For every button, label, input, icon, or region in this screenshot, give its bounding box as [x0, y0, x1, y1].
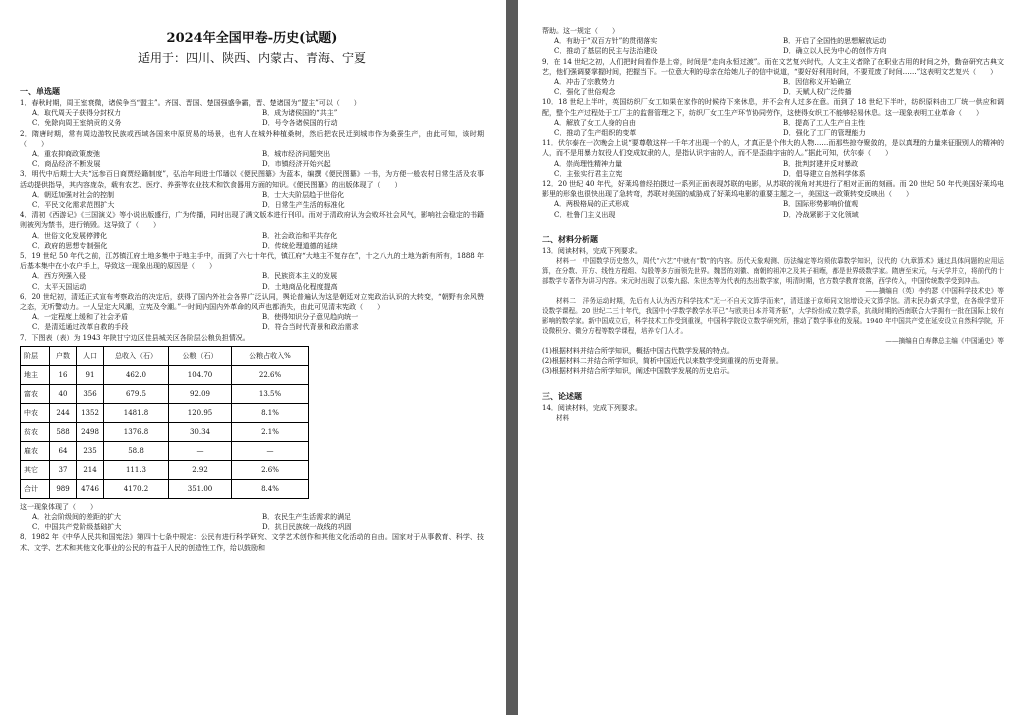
- option-b: B．国际形势影响价值观: [783, 200, 859, 209]
- option-b: B．城市经济问题突出: [262, 150, 331, 159]
- option-d: D．土地商品化程度提高: [262, 282, 338, 291]
- option-d: D．号令各诸侯国的行动: [262, 119, 338, 128]
- table-cell: 91: [77, 365, 104, 384]
- section-heading-single-choice: 一、单选题: [20, 86, 60, 96]
- option-c: C．免除向周王室纳贡的义务: [32, 119, 122, 128]
- table-row: [21, 365, 309, 384]
- question-6: [20, 292, 484, 333]
- question-stem: 5．19 世纪 50 年代之前，江苏镇江府土地多集中于地主手中，而到了六七十年代，镇江府“大地主不复存在”，十之八九的土地为新有所有，1888 年后基本集中在小农户手上，导致这一现象出现的原因是（ ）: [20, 252, 484, 271]
- table-cell: 989: [50, 479, 77, 498]
- table-header-cell: 户数: [50, 346, 77, 365]
- table-row: [21, 479, 309, 498]
- table-header-cell: 总收入（石）: [104, 346, 169, 365]
- option-a: A．崇尚理性精神力量: [554, 159, 623, 168]
- question-stem: 3．明代中后期士大夫“远参百日商贾经籍制度”，弘治年间进士邝璠以《便民图纂》为蓝本，编撰《便民图纂》一书，为方便一般农村日常生活及农事活动提供指导，其内容庞杂，载有农艺、医疗、养蚕等农业技术和饮食器用方面的知识。《便民图纂》的出版体现了（ ）: [20, 170, 484, 189]
- table-cell: 合计: [21, 479, 50, 498]
- question-7: [20, 333, 484, 533]
- table-row: [21, 441, 309, 460]
- table-cell: 64: [50, 441, 77, 460]
- question-stem: 11．伏尔泰在一次晚会上说“要尊敬这样一千年才出现一个的人，才真正是个伟大的人物……而那些掠夺聚敛的，是以真理的力量来征服别人的精神的人，而不是用暴力奴役人们变成奴隶的人，是指认识宇宙的人，而不是歪曲宇宙的人。”据此可知，伏尔泰（ ）: [542, 139, 1004, 158]
- option-a: A．西方列强入侵: [32, 272, 87, 281]
- option-a: A．有助于“双百方针”的贯彻落实: [554, 37, 658, 46]
- option-b: B．社会政治和平共存化: [262, 231, 338, 240]
- table-cell: 1481.8: [104, 403, 169, 422]
- table-cell: —: [169, 441, 232, 460]
- table-header-cell: 阶层: [21, 346, 50, 365]
- table-cell: 58.8: [104, 441, 169, 460]
- table-cell: 8.1%: [232, 403, 309, 422]
- table-cell: 351.00: [169, 479, 232, 498]
- option-d: D．确立以人民为中心的创作方向: [783, 47, 887, 56]
- table-cell: 40: [50, 384, 77, 403]
- option-c: C．太平天国运动: [32, 282, 87, 291]
- data-table: [20, 346, 309, 499]
- option-d: D．符合当时代背景和政治需求: [262, 323, 359, 332]
- option-d: D．倡导建立自然科学体系: [783, 169, 866, 178]
- question-prompt: 这一现象体现了（ ）: [20, 502, 97, 511]
- question-stem: 6．20 世纪初，清廷正式宣布考察政治的决定后，获得了国内外社会各界广泛认同，舆论普遍认为这是朝廷对立宪政治认识的大转变，“朝野有余风赞之态，无听警动力。一人呈定大风潮，立宪及令潮。”一时间内国内外革命的风声也都消失，由此可见清末宪政（ ）: [20, 292, 484, 312]
- question-10: [542, 97, 1004, 138]
- table-cell: 13.5%: [232, 384, 309, 403]
- question-stem: 7．下图表（表）为 1943 年陕甘宁边区佳县城关区各阶层公粮负担情况。: [20, 333, 250, 342]
- question-requirement: (2)根据材料二并结合所学知识，简析中国近代以来数学受到重视的历史背景。: [542, 357, 783, 366]
- question-5: [20, 251, 484, 292]
- question-requirement: (1)根据材料并结合所学知识，概括中国古代数学发展的特点。: [542, 347, 734, 356]
- table-cell: 贫农: [21, 422, 50, 441]
- question-3: [20, 169, 484, 210]
- table-cell: 679.5: [104, 384, 169, 403]
- table-cell: 8.4%: [232, 479, 309, 498]
- table-cell: 2.6%: [232, 460, 309, 479]
- option-b: B．批判封建并反对暴政: [783, 159, 859, 168]
- option-a: A．重农抑商政策废弛: [32, 150, 101, 159]
- option-b: B．因信称义开始确立: [783, 78, 852, 87]
- question-4: [20, 210, 484, 251]
- option-c: C．强化了世俗观念: [554, 88, 616, 97]
- option-d: D．天赋人权广泛传播: [783, 88, 852, 97]
- question-stem: 8．1982 年《中华人民共和国宪法》第四十七条中规定：公民有进行科学研究、文学艺术创作和其他文化活动的自由。国家对于从事教育、科学、技术、文学、艺术和其他文化事业的公民的有益于人民的创造性工作，给以鼓励和: [20, 533, 484, 552]
- question-requirement: (3)根据材料并结合所学知识，阐述中国数学发展的历史启示。: [542, 367, 734, 376]
- material-source: ——摘编自（英）李约瑟《中国科学技术史》等: [865, 287, 1004, 296]
- question-8-continued: [542, 26, 1004, 57]
- option-b: B．使得知识分子意见趋向统一: [262, 313, 359, 322]
- option-c: C．主张实行君主立宪: [554, 169, 623, 178]
- option-b: B．开启了全国性的思想解放运动: [783, 37, 887, 46]
- table-cell: 1376.8: [104, 422, 169, 441]
- question-stem: 9．在 14 世纪之初，人们把时间看作是上帝，时间是“走向永恒过渡”。而在文艺复兴时代，人文主义者除了在职业古用的时间之外，勤奋研究古典文艺，他们强调要掌握时间，把握当下。一位意大利的母亲在给她儿子的信中说道，“要好好利用时间，不要荒废了时间……”这表明文艺复兴（ ）: [542, 57, 1004, 76]
- option-a: A．世俗文化发展停滞化: [32, 231, 108, 240]
- option-c: C．中国共产党阶级基础扩大: [32, 523, 122, 532]
- table-cell: 214: [77, 460, 104, 479]
- option-c: C．推动了生产组织的变革: [554, 129, 637, 138]
- option-b: B．成为诸侯国的“共主”: [262, 109, 338, 118]
- document-page-1: [0, 0, 506, 715]
- option-a: A．社会阶级间的差距的扩大: [32, 513, 122, 522]
- question-stem: 14．阅读材料，完成下列要求。: [542, 403, 642, 412]
- table-cell: 地主: [21, 365, 50, 384]
- question-13: [542, 246, 1004, 377]
- table-cell: 4170.2: [104, 479, 169, 498]
- table-cell: 2.92: [169, 460, 232, 479]
- table-header-cell: 公粮占收入%: [232, 346, 309, 365]
- material-label: 材料: [556, 413, 570, 422]
- option-d: D．日常生产生活的标准化: [262, 201, 345, 210]
- table-row: [21, 403, 309, 422]
- option-d: D．强化了工厂的管理能力: [783, 129, 866, 138]
- section-heading-material-analysis: 二、材料分析题: [542, 233, 598, 244]
- question-1: [20, 98, 484, 129]
- table-row: [21, 460, 309, 479]
- option-c: C．是清廷通过改革自救的手段: [32, 323, 129, 332]
- document-page-2: [518, 0, 1024, 715]
- option-c: C．政府的思想专制强化: [32, 241, 108, 250]
- option-c: C．杜鲁门主义出现: [554, 210, 616, 219]
- option-a: A．解放了女工人身的自由: [554, 118, 637, 127]
- table-cell: 462.0: [104, 365, 169, 384]
- material-source: ——摘编自白寿彝总主编《中国通史》等: [885, 337, 1004, 346]
- option-a: A．两极格局的正式形成: [554, 200, 630, 209]
- table-cell: 其它: [21, 460, 50, 479]
- option-a: A．朝廷加强对社会的控制: [32, 190, 115, 199]
- option-b: B．提高了工人生产自主性: [783, 118, 866, 127]
- option-c: C．推动了基层的民主与法治建设: [554, 47, 658, 56]
- table-cell: 雇农: [21, 441, 50, 460]
- table-header-cell: 公粮（石）: [169, 346, 232, 365]
- table-cell: 92.09: [169, 384, 232, 403]
- question-8: [20, 532, 484, 552]
- question-stem: 13．阅读材料，完成下列要求。: [542, 246, 642, 255]
- material-paragraph: 材料二 洋务运动时期，先后有人认为西方科学技术“无一不自天文算学而来”，清廷遂于京师同文馆增设天文算学馆。清末民办新式学堂，在各级学堂开设数学课程。20 世纪二三十年代，我国中小学数学教学水平已“与欧美日本并驾齐驱”，大学纷纷成立数学系，抗战时期的西南联合大学拥有一批在国际上较有影响的数学家。新中国成立后，科学技术工作受到重视，中国科学院设立数学研究所，推动了数学事业的发展。1940 年中国共产党在延安设立自然科学院，开设微积分、微分方程等数学课程，培养专门人才。: [542, 297, 1004, 336]
- option-a: A．冲击了宗教势力: [554, 78, 616, 87]
- table-cell: 16: [50, 365, 77, 384]
- question-2: [20, 129, 484, 170]
- question-9: [542, 57, 1004, 98]
- exam-title: 2024年全国甲卷-历史(试题): [166, 31, 338, 46]
- option-d: D．传统伦理道德的延续: [262, 241, 338, 250]
- question-12: [542, 179, 1004, 220]
- table-cell: 2.1%: [232, 422, 309, 441]
- question-stem: 帮助。这一规定（ ）: [542, 27, 619, 35]
- question-11: [542, 138, 1004, 179]
- option-a: A．取代周天子获得分封权力: [32, 109, 122, 118]
- table-header-cell: 人口: [77, 346, 104, 365]
- question-stem: 12．20 世纪 40 年代，好莱坞曾经拍摄过一系列正面表现苏联的电影，从苏联的视角对其进行了相对正面的刻画。而 20 世纪 50 年代美国好莱坞电影里的形象也很快出现了急转弯，苏联对美国的威胁成了好莱坞电影的重要主题之一，美国这一政策转变反映出（ ）: [542, 180, 1004, 199]
- option-d: D．市镇经济开始兴起: [262, 160, 331, 169]
- table-cell: —: [232, 441, 309, 460]
- question-stem: 1．春秋时期，周王室衰微，诸侯争当“盟主”。齐国、晋国、楚国强盛争霸，晋、楚诸国为“盟主”可以（ ）: [20, 99, 361, 107]
- option-d: D．冷战紧影于文化领域: [783, 210, 859, 219]
- table-cell: 30.34: [169, 422, 232, 441]
- table-cell: 4746: [77, 479, 104, 498]
- table-cell: 588: [50, 422, 77, 441]
- option-d: D．抗日民族统一战线的巩固: [262, 523, 352, 532]
- table-cell: 中农: [21, 403, 50, 422]
- table-row: [21, 422, 309, 441]
- table-cell: 富农: [21, 384, 50, 403]
- question-stem: 10．18 世纪上半叶，英国纺织厂女工如果在家作的时候待下来休息，并不会有人过多在意。而到了 18 世纪下半叶，纺织原料由工厂统一供应和调配，整个生产过程处于工厂主的监督管理之下，纺织厂女工生产环节协同劳作，这使得女织工不能够轻易休息。这一现象表明工业革命（ ）: [542, 98, 1004, 117]
- option-c: C．商品经济不断发展: [32, 160, 101, 169]
- option-b: B．士大夫阶层趋于世俗化: [262, 190, 345, 199]
- material-paragraph: 材料一 中国数学历史悠久，周代“六艺”中就有“数”的内容。历代天象观测、历法编定等均须依靠数学知识，汉代的《九章算术》通过具体问题的应用运算，在分数、开方、线性方程组、勾股等多方面领先世界。魏晋的刘徽、南朝的祖冲之及其子祖暅，都是世界级数学家。隋唐至宋元，与天学并立，将前代的十部数学专著作为讲习内容。宋元时出现了以秦九韶、朱世杰等为代表的杰出数学家，明清时期，官方数学教育衰落，西学传入，中国传统数学受到冲击。: [542, 257, 1004, 286]
- table-cell: 37: [50, 460, 77, 479]
- table-header-row: [21, 346, 309, 365]
- option-b: B．民族资本主义的发展: [262, 272, 338, 281]
- question-stem: 2．隋唐时期，常有周边游牧民族或西域各国来中原贸易的场景，也有人在城外种植桑树，然后把农民迁到城市作为桑蚕生产，由此可知，该时期（ ）: [20, 129, 484, 148]
- table-row: [21, 384, 309, 403]
- option-a: A．一定程度上缓和了社会矛盾: [32, 313, 129, 322]
- table-cell: 356: [77, 384, 104, 403]
- table-cell: 104.70: [169, 365, 232, 384]
- table-cell: 111.3: [104, 460, 169, 479]
- question-stem: 4．清初《西游记》《三国演义》等小说出版盛行，广为传播，同时出现了满文版本进行刊印。而对于清政府认为会败坏社会风气，影响社会稳定的书籍则被列为禁书，进行销毁。这导致了（ ）: [20, 211, 484, 230]
- question-14: [542, 403, 1004, 423]
- exam-subtitle: 适用于：四川、陕西、内蒙古、青海、宁夏: [137, 51, 366, 65]
- option-b: B．农民生产生活需求的满足: [262, 513, 352, 522]
- table-cell: 244: [50, 403, 77, 422]
- table-cell: 2498: [77, 422, 104, 441]
- table-cell: 1352: [77, 403, 104, 422]
- table-cell: 22.6%: [232, 365, 309, 384]
- table-cell: 120.95: [169, 403, 232, 422]
- option-c: C．平民文化需求范围扩大: [32, 201, 115, 210]
- table-cell: 235: [77, 441, 104, 460]
- section-heading-essay: 三、论述题: [542, 390, 582, 401]
